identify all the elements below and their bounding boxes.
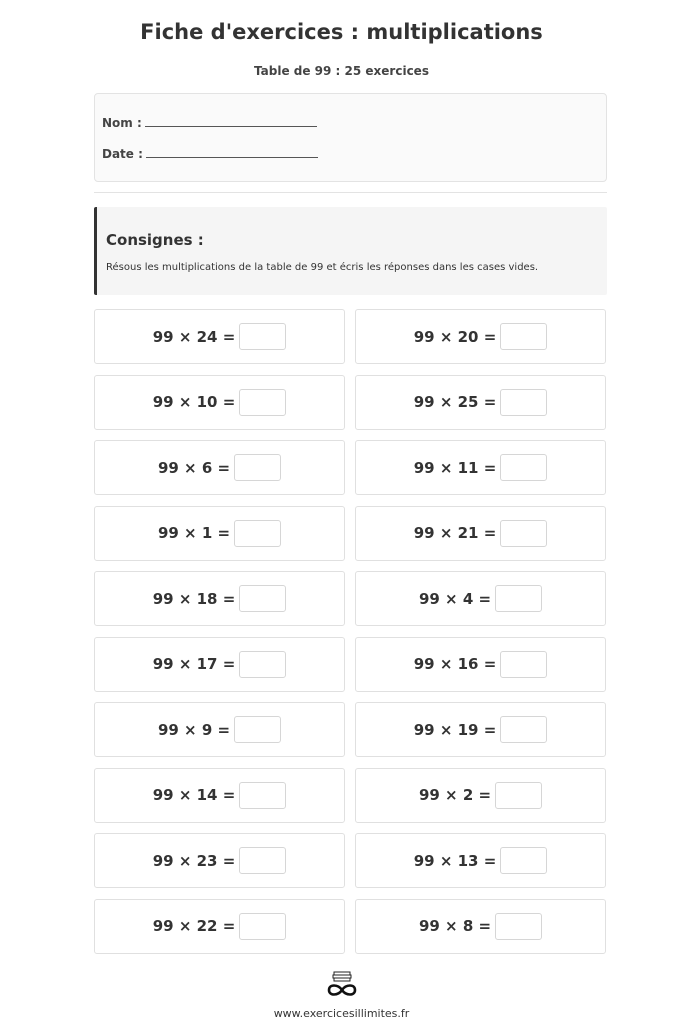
answer-box[interactable] xyxy=(500,389,547,416)
name-line xyxy=(102,115,317,130)
name-blank-line xyxy=(145,115,317,127)
exercise-expression: 99 × 2 = xyxy=(418,786,492,804)
answer-box[interactable] xyxy=(239,651,286,678)
exercise-card xyxy=(355,309,606,364)
answer-box[interactable] xyxy=(500,520,547,547)
answer-box[interactable] xyxy=(500,716,547,743)
exercise-card xyxy=(94,637,345,692)
instructions-text: Résous les multiplications de la table de 99 et écris les réponses dans les cases vides. xyxy=(106,262,539,273)
infinity-books-logo-icon xyxy=(326,971,358,999)
exercise-card xyxy=(355,637,606,692)
exercise-expression: 99 × 11 = xyxy=(413,458,497,477)
answer-box[interactable] xyxy=(500,651,547,678)
answer-box[interactable] xyxy=(495,913,542,940)
divider xyxy=(94,192,607,193)
exercise-card xyxy=(94,571,345,626)
answer-box[interactable] xyxy=(239,389,286,416)
answer-box[interactable] xyxy=(234,520,281,547)
exercise-expression: 99 × 22 = xyxy=(152,917,236,935)
page-subtitle: Table de 99 : 25 exercices xyxy=(254,64,429,78)
exercise-card xyxy=(94,702,345,757)
exercise-card xyxy=(94,833,345,888)
exercise-expression: 99 × 20 = xyxy=(413,327,497,346)
answer-box[interactable] xyxy=(234,454,281,481)
exercise-card xyxy=(94,375,345,430)
footer-url: www.exercicesillimites.fr xyxy=(273,1007,410,1020)
exercise-expression: 99 × 18 = xyxy=(152,589,236,608)
exercise-expression: 99 × 14 = xyxy=(152,786,236,804)
exercise-expression: 99 × 6 = xyxy=(157,458,231,477)
instructions-title: Consignes : xyxy=(106,231,204,249)
exercise-card xyxy=(94,899,345,954)
page-title: Fiche d'exercices : multiplications xyxy=(140,20,543,44)
exercise-card xyxy=(94,440,345,495)
exercise-expression: 99 × 9 = xyxy=(157,720,231,739)
name-label: Nom : xyxy=(102,116,142,130)
date-line xyxy=(102,146,318,161)
exercise-card xyxy=(355,440,606,495)
answer-box[interactable] xyxy=(239,323,286,350)
exercise-card xyxy=(355,571,606,626)
answer-box[interactable] xyxy=(500,454,547,481)
date-label: Date : xyxy=(102,147,143,161)
exercise-expression: 99 × 8 = xyxy=(418,917,492,935)
exercise-card xyxy=(355,899,606,954)
exercise-card xyxy=(355,702,606,757)
exercise-expression: 99 × 21 = xyxy=(413,524,497,542)
student-info-box xyxy=(94,93,607,182)
exercise-card xyxy=(355,375,606,430)
exercise-expression: 99 × 10 = xyxy=(152,393,236,411)
exercise-card xyxy=(94,309,345,364)
answer-box[interactable] xyxy=(239,913,286,940)
exercise-expression: 99 × 4 = xyxy=(418,589,492,608)
exercise-expression: 99 × 16 = xyxy=(413,655,497,673)
exercise-expression: 99 × 13 = xyxy=(413,851,497,870)
answer-box[interactable] xyxy=(500,323,547,350)
exercise-expression: 99 × 19 = xyxy=(413,720,497,739)
exercise-expression: 99 × 24 = xyxy=(152,327,236,346)
answer-box[interactable] xyxy=(495,782,542,809)
exercise-card xyxy=(94,506,345,561)
exercise-expression: 99 × 17 = xyxy=(152,655,236,673)
exercise-expression: 99 × 25 = xyxy=(413,393,497,411)
exercise-card xyxy=(94,768,345,823)
answer-box[interactable] xyxy=(495,585,542,612)
exercise-expression: 99 × 1 = xyxy=(157,524,231,542)
exercise-card xyxy=(355,768,606,823)
exercise-card xyxy=(355,833,606,888)
answer-box[interactable] xyxy=(239,847,286,874)
date-blank-line xyxy=(146,146,318,158)
answer-box[interactable] xyxy=(234,716,281,743)
answer-box[interactable] xyxy=(239,782,286,809)
answer-box[interactable] xyxy=(500,847,547,874)
instructions-box xyxy=(94,207,607,295)
exercise-expression: 99 × 23 = xyxy=(152,851,236,870)
answer-box[interactable] xyxy=(239,585,286,612)
exercise-card xyxy=(355,506,606,561)
